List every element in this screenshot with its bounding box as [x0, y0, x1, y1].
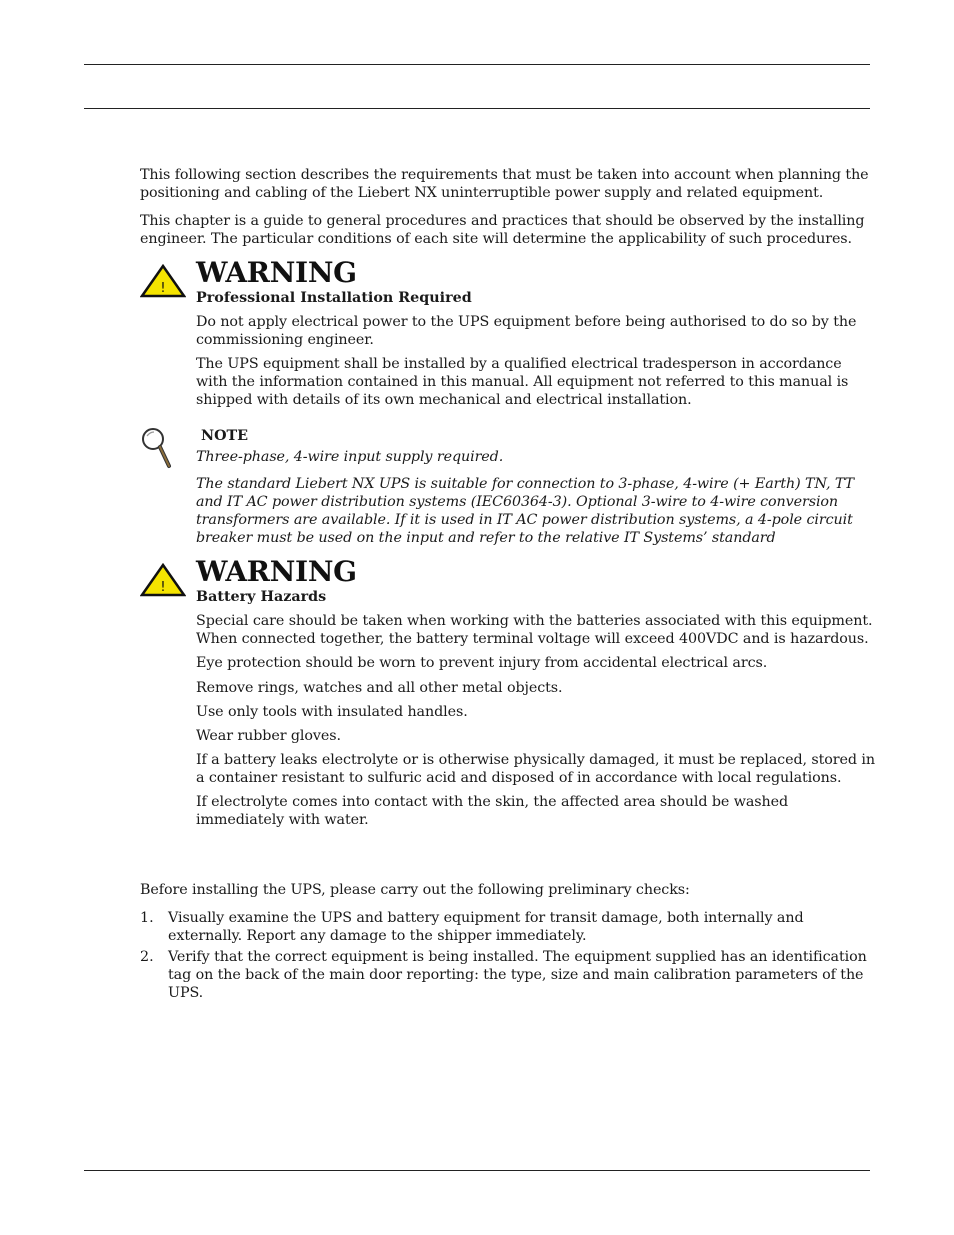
list-item-number: 1.: [140, 910, 154, 926]
svg-text:!: !: [160, 281, 166, 296]
checks-intro: Before installing the UPS, please carry out the following preliminary checks:: [140, 882, 690, 898]
intro-paragraph-2: This chapter is a guide to general procedures and practices that should be observed by the installing engineer. The particular conditions of each site will determine the applicability of such procedures.: [140, 213, 865, 247]
warning-paragraph: Wear rubber gloves.: [196, 728, 341, 744]
svg-text:!: !: [160, 580, 166, 595]
footer-rule: [84, 1170, 870, 1171]
note-paragraph: The standard Liebert NX UPS is suitable for connection to 3-phase, 4-wire (+ Earth) TN, TT and IT AC power distribution systems (IEC60364-3). Optional 3-wire to 4-wire conversion transformers are available. If it is used in IT AC power distribution systems, a 4-pole circuit breaker must be used on the input and refer to the relative IT Systems’ standard: [196, 476, 854, 546]
warning-paragraph: If electrolyte comes into contact with the skin, the affected area should be washed immediately with water.: [196, 794, 789, 828]
warning-triangle-icon: [140, 563, 186, 597]
warning-paragraph: Do not apply electrical power to the UPS equipment before being authorised to do so by the commissioning engineer.: [196, 314, 857, 348]
intro-paragraph-1: This following section describes the requirements that must be taken into account when planning the positioning and cabling of the Liebert NX uninterruptible power supply and related equipment.: [140, 167, 869, 201]
warning-subtitle: Battery Hazards: [196, 589, 327, 605]
warning-triangle-icon: [140, 264, 186, 298]
warning-paragraph: If a battery leaks electrolyte or is otherwise physically damaged, it must be replaced, stored in a container resistant to sulfuric acid and disposed of in accordance with local regulations.: [196, 752, 875, 786]
list-item: Visually examine the UPS and battery equipment for transit damage, both internally and externally. Report any damage to the shipper immediately.: [168, 910, 804, 944]
warning-paragraph: Use only tools with insulated handles.: [196, 704, 468, 720]
warning-title: WARNING: [196, 555, 357, 588]
magnifier-icon: [140, 426, 172, 470]
warning-paragraph: Special care should be taken when working with the batteries associated with this equipment. When connected together, the battery terminal voltage will exceed 400VDC and is hazardous.: [196, 613, 873, 647]
warning-subtitle: Professional Installation Required: [196, 290, 472, 306]
warning-title: WARNING: [196, 256, 357, 289]
header-rule-bottom: [84, 108, 870, 109]
note-title: NOTE: [201, 428, 249, 444]
header-rule-top: [84, 64, 870, 65]
warning-paragraph: Remove rings, watches and all other metal objects.: [196, 680, 563, 696]
note-paragraph: Three-phase, 4-wire input supply required.: [196, 449, 504, 465]
list-item-number: 2.: [140, 949, 154, 965]
warning-paragraph: The UPS equipment shall be installed by a qualified electrical tradesperson in accordance with the information contained in this manual. All equipment not referred to this manual is shipped with details of its own mechanical and electrical installation.: [196, 356, 849, 408]
list-item: Verify that the correct equipment is being installed. The equipment supplied has an identification tag on the back of the main door reporting: the type, size and main calibration parameters of the UPS.: [168, 949, 867, 1001]
warning-paragraph: Eye protection should be worn to prevent injury from accidental electrical arcs.: [196, 655, 768, 671]
